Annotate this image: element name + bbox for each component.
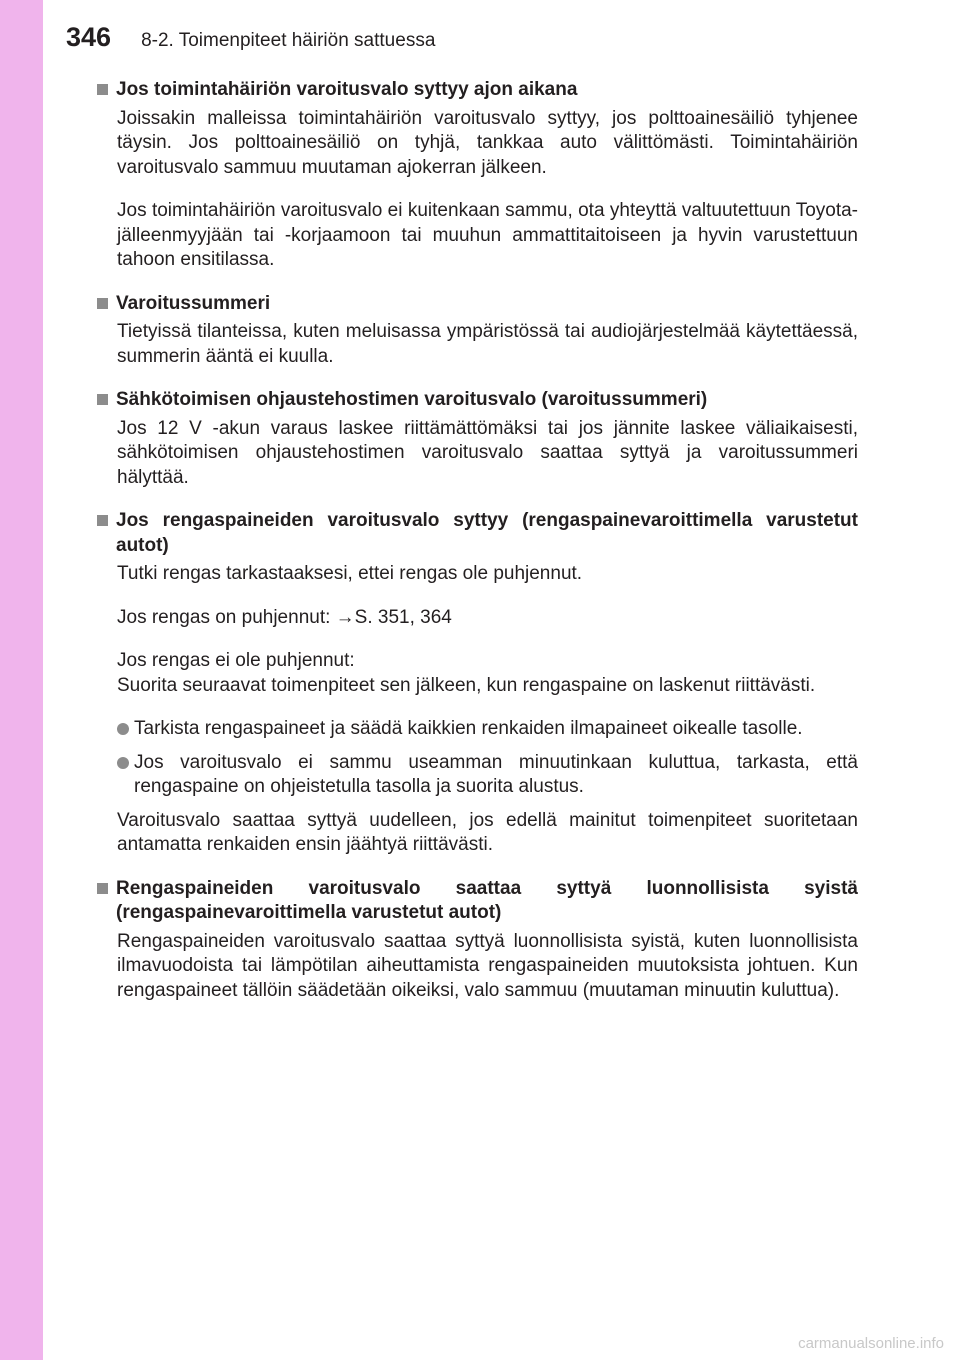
section-heading: Varoitussummeri bbox=[97, 292, 858, 317]
page-number: 346 bbox=[66, 22, 112, 52]
side-tab-bar bbox=[0, 0, 43, 1360]
square-bullet-icon bbox=[97, 394, 108, 405]
paragraph: Jos 12 V -akun varaus laskee riittämättömäksi tai jos jännite laskee väliaikaisesti, sähkötoimisen ohjaustehostimen varoitusvalo saattaa syttyä ja varoitussummeri hälyttää. bbox=[117, 417, 858, 488]
watermark: carmanualsonline.info bbox=[798, 1335, 944, 1352]
section-heading: Jos toimintahäiriön varoitusvalo syttyy ajon aikana bbox=[97, 78, 858, 103]
section-heading: Sähkötoimisen ohjaustehostimen varoitusvalo (varoitussummeri) bbox=[97, 388, 858, 413]
section-heading: Rengaspaineiden varoitusvalo saattaa syttyä luonnollisista syistä (rengaspainevaroittimella varustetut autot) bbox=[97, 877, 858, 926]
round-bullet-icon bbox=[117, 757, 129, 769]
section-heading: Jos rengaspaineiden varoitusvalo syttyy (rengaspainevaroittimella varustetut autot) bbox=[97, 509, 858, 558]
paragraph: Tietyissä tilanteissa, kuten meluisassa ympäristössä tai audiojärjestelmää käytettäessä, summerin ääntä ei kuulla. bbox=[117, 321, 858, 367]
list-item: Tarkista rengaspaineet ja säädä kaikkien renkaiden ilmapaineet oikealle tasolle. bbox=[117, 717, 858, 742]
paragraph: Jos rengas ei ole puhjennut: Suorita seuraavat toimenpiteet sen jälkeen, kun rengaspaine on laskenut riittävästi. bbox=[117, 650, 816, 696]
round-bullet-icon bbox=[117, 723, 129, 735]
square-bullet-icon bbox=[97, 515, 108, 526]
page-header bbox=[66, 22, 435, 62]
paragraph: Jos toimintahäiriön varoitusvalo ei kuitenkaan sammu, ota yhteyttä valtuutettuun Toyota-jälleenmyyjään tai -korjaamoon tai muuhun ammattitaitoiseen ja hyvin varustettuun tahoon ensitilassa. bbox=[117, 200, 858, 270]
paragraph: Joissakin malleissa toimintahäiriön varoitusvalo syttyy, jos polttoainesäiliö tyhjenee täysin. Jos polttoainesäiliö on tyhjä, tankkaa auto välittömästi. Toimintahäiriön varoitusvalo sammuu muutaman ajokerran jälkeen. bbox=[117, 107, 858, 178]
square-bullet-icon bbox=[97, 84, 108, 95]
paragraph: Varoitusvalo saattaa syttyä uudelleen, jos edellä mainitut toimenpiteet suoritetaan antamatta renkaiden ensin jäähtyä riittävästi. bbox=[117, 809, 858, 855]
paragraph-page-reference: Jos rengas on puhjennut: →S. 351, 364 bbox=[117, 606, 452, 628]
paragraph: Rengaspaineiden varoitusvalo saattaa syttyä luonnollisista syistä, kuten luonnollisista ilmavuodoista tai lämpötilan aiheuttamista rengaspaineiden muutoksista johtuen. Kun rengaspaineet tällöin säädetään oikeiksi, valo sammuu (muutaman minuutin kuluttua). bbox=[117, 930, 858, 1001]
paragraph: Tutki rengas tarkastaaksesi, ettei rengas ole puhjennut. bbox=[117, 563, 583, 584]
page-content bbox=[97, 78, 858, 1022]
square-bullet-icon bbox=[97, 298, 108, 309]
square-bullet-icon bbox=[97, 883, 108, 894]
list-item: Jos varoitusvalo ei sammu useamman minuutinkaan kuluttua, tarkasta, että rengaspaine on ohjeistetulla tasolla ja suorita alustus. bbox=[117, 751, 858, 800]
section-title: 8-2. Toimenpiteet häiriön sattuessa bbox=[141, 30, 436, 51]
